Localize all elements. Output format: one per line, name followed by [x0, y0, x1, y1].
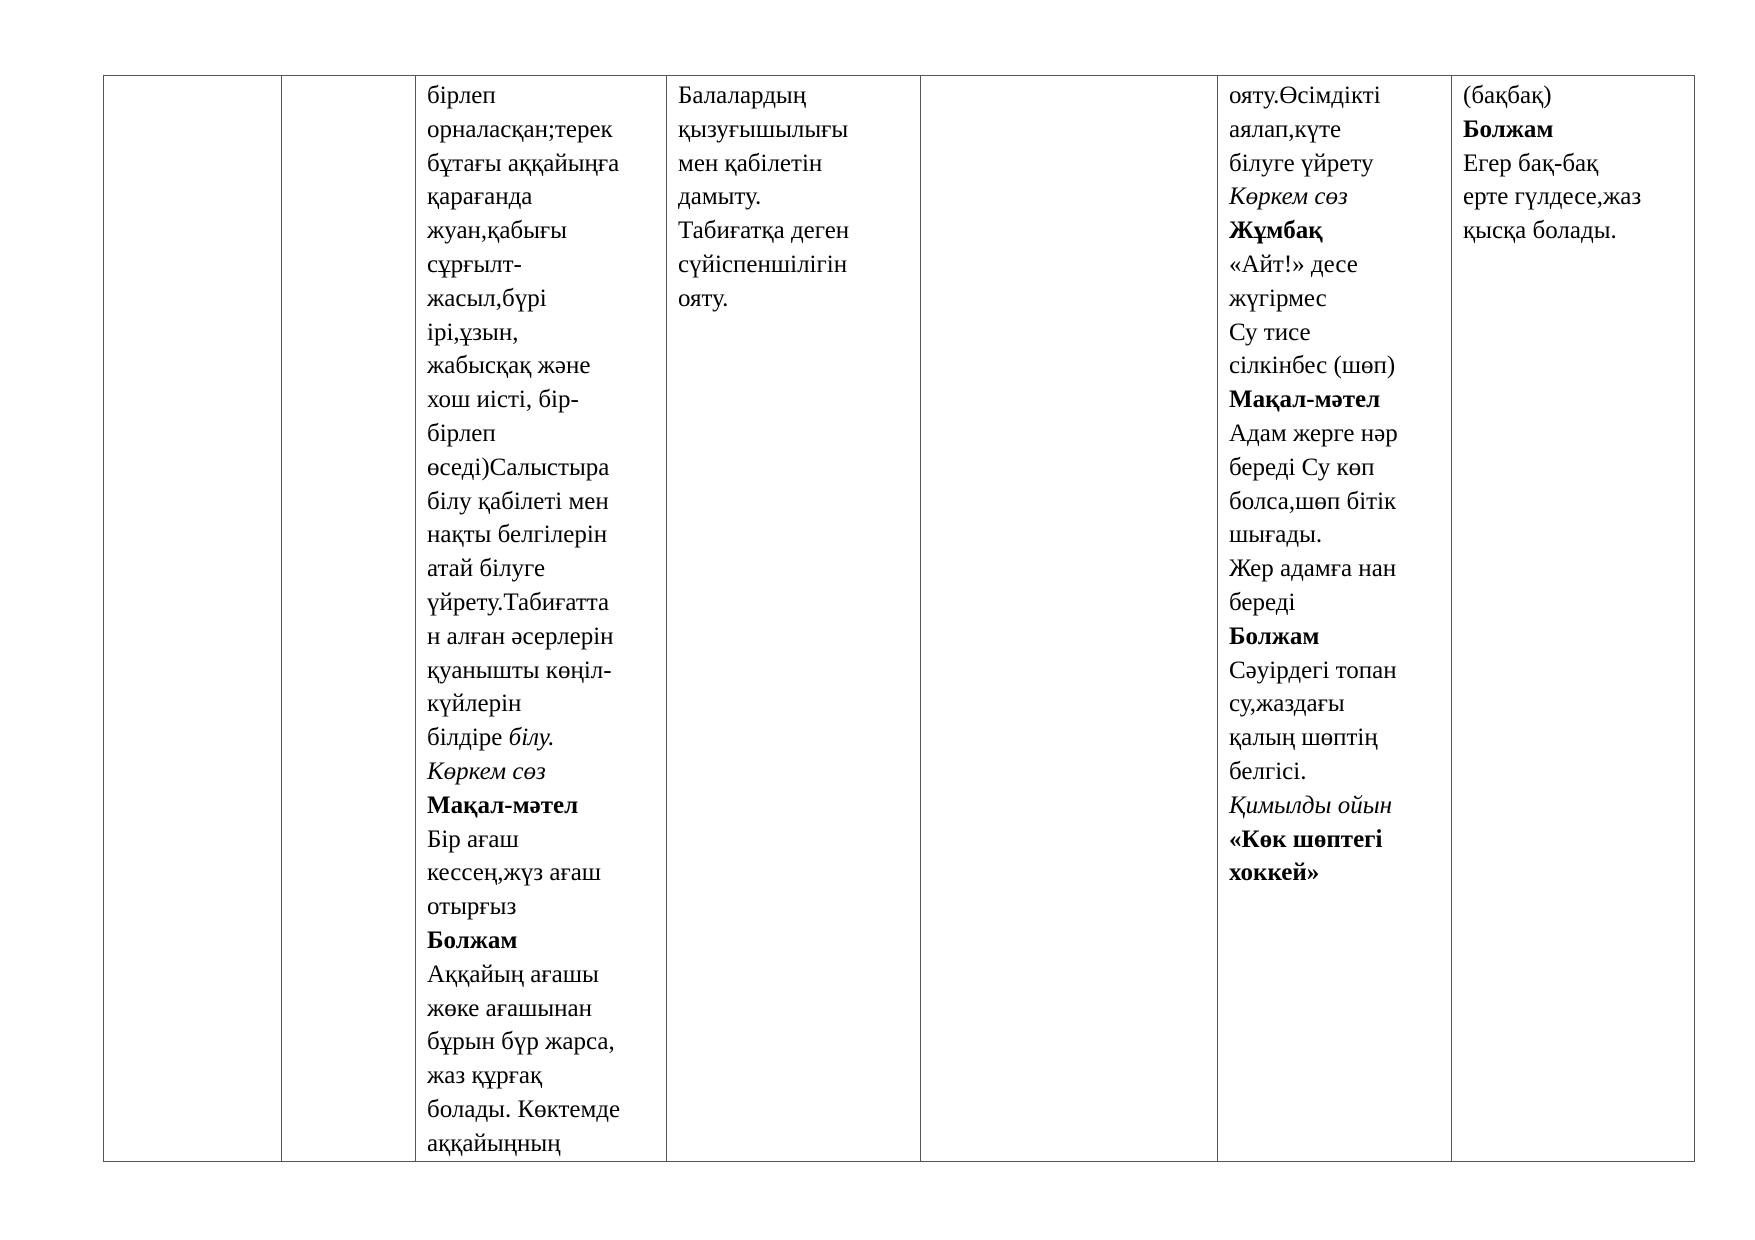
text-line: дамыту.	[678, 183, 762, 211]
text-line: (бақбақ)	[1463, 82, 1552, 109]
text-line: аққайыңның	[427, 1129, 561, 1157]
text-line: н алған әсерлерін	[427, 622, 614, 650]
text-line: отырғыз	[427, 893, 517, 921]
text-line: қарағанда	[427, 183, 533, 211]
text-line: білу қабілеті мен	[427, 487, 609, 515]
text-line: болса,шөп бітік	[1229, 487, 1397, 515]
text-line: ерте гүлдесе,жаз	[1463, 183, 1642, 211]
text-line: бірлеп	[427, 419, 496, 447]
text-line: береді	[1229, 588, 1296, 616]
section-label-artistic-word: Көркем сөз	[427, 757, 546, 785]
text-line: қалың шөптің	[1229, 724, 1378, 752]
text-line: шығады.	[1229, 521, 1323, 549]
text-line: қызуғышылығы	[678, 115, 849, 143]
cell-empty-5	[921, 76, 1218, 1162]
text-run: білдіре	[427, 724, 503, 752]
cell-empty-2	[282, 76, 416, 1162]
text-line: бұрын бүр жарса,	[427, 1028, 615, 1056]
text-line: Балалардың	[678, 82, 807, 109]
cell-goals	[667, 76, 921, 1162]
text-line: жуан,қабығы	[427, 217, 567, 245]
text-line: қысқа болады.	[1463, 217, 1617, 245]
text-line: ірі,ұзын,	[427, 318, 519, 346]
text-line: нақты белгілерін	[427, 521, 608, 549]
section-heading-proverb: Мақал-мәтел	[1229, 386, 1381, 414]
text-line: Су тисе	[1229, 318, 1311, 346]
text-line: мен қабілетін	[678, 149, 823, 177]
text-line: бұтағы аққайыңға	[427, 149, 620, 177]
text-line: Сәуірдегі топан	[1229, 656, 1397, 684]
text-line: ояту.	[678, 284, 729, 312]
text-line: аялап,күте	[1229, 115, 1342, 143]
section-label-movement-game: Қимылды ойын	[1229, 791, 1393, 819]
table-row	[104, 76, 1695, 1162]
text-line: жөке ағашынан	[427, 994, 592, 1022]
text-line: өседі)Салыстыра	[427, 453, 610, 481]
text-line: жаз құрғақ	[427, 1062, 543, 1090]
text-line: белгісі.	[1229, 757, 1307, 785]
cell-empty-1	[104, 76, 282, 1162]
text-line: Бір ағаш	[427, 825, 519, 853]
text-line: Жер адамға нан	[1229, 555, 1397, 583]
section-heading-forecast: Болжам	[1229, 622, 1320, 650]
section-heading-proverb: Мақал-мәтел	[427, 791, 579, 819]
text-line: күйлерін	[427, 690, 522, 718]
text-line: сұрғылт-	[427, 250, 522, 278]
italic-text: білу.	[508, 724, 555, 752]
text-line: Адам жерге нәр	[1229, 419, 1398, 447]
text-line: береді Су көп	[1229, 453, 1375, 481]
cell-observation-details	[416, 76, 667, 1162]
plan-table	[103, 75, 1695, 1162]
text-line: Аққайың ағашы	[427, 960, 599, 988]
cell-plant-observation	[1218, 76, 1452, 1162]
section-label-artistic-word: Көркем сөз	[1229, 183, 1348, 211]
section-heading-forecast: Болжам	[427, 926, 518, 954]
text-line: жабысқақ және	[427, 352, 591, 380]
text-line: қуанышты көңіл-	[427, 656, 612, 684]
text-line: бірлеп	[427, 82, 496, 109]
game-title: «Көк шөптегі	[1229, 825, 1383, 853]
text-line: су,жаздағы	[1229, 690, 1345, 718]
game-title: хоккей»	[1229, 859, 1320, 887]
text-line: орналасқан;терек	[427, 115, 613, 143]
cell-dandelion-forecast	[1452, 76, 1695, 1162]
text-line: болады. Көктемде	[427, 1095, 621, 1123]
text-line: сүйіспеншілігін	[678, 250, 848, 278]
text-line: ояту.Өсімдікті	[1229, 82, 1381, 109]
text-line: жасыл,бүрі	[427, 284, 547, 312]
text-line: хош иісті, бір-	[427, 386, 579, 414]
text-line	[427, 721, 656, 755]
text-line: Табиғатқа деген	[678, 217, 850, 245]
section-heading-forecast: Болжам	[1463, 115, 1554, 143]
text-line: атай білуге	[427, 555, 546, 583]
text-line: жүгірмес	[1229, 284, 1327, 312]
text-line: Егер бақ-бақ	[1463, 149, 1599, 177]
section-heading-riddle: Жұмбақ	[1229, 217, 1323, 245]
text-line: сілкінбес (шөп)	[1229, 352, 1396, 380]
text-line: кессең,жүз ағаш	[427, 859, 602, 887]
text-line: үйрету.Табиғатта	[427, 588, 610, 616]
text-line: «Айт!» десе	[1229, 250, 1358, 278]
text-line: білуге үйрету	[1229, 149, 1374, 177]
